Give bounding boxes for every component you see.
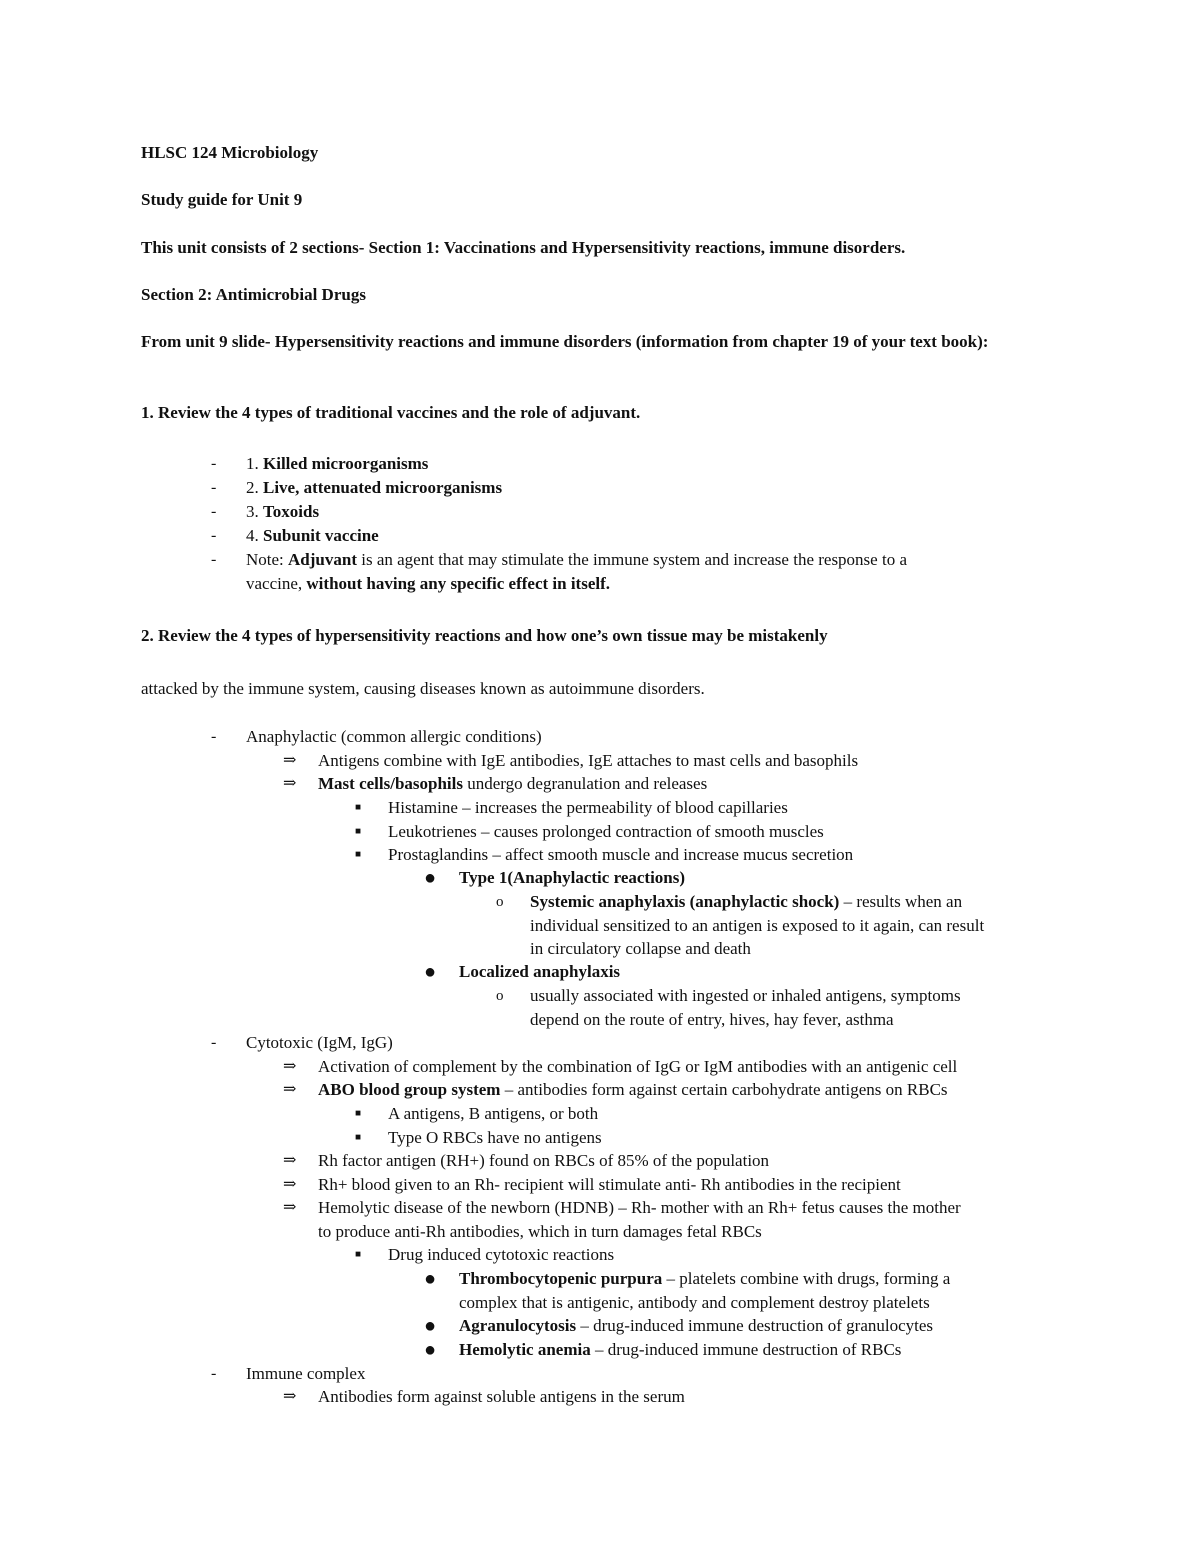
localized-l1: usually associated with ingested or inhaled antigens, symptoms (530, 986, 961, 1005)
thrombocytopenic-cont: complex that is antigenic, antibody and complement destroy platelets (459, 1293, 930, 1312)
arrow-marker: ⇒ (283, 1176, 297, 1193)
rh-blood: Rh+ blood given to an Rh- recipient will stimulate anti- Rh antibodies in the recipient (318, 1175, 901, 1194)
arrow-marker: ⇒ (283, 1081, 297, 1098)
adjuvant-note: Note: Adjuvant is an agent that may stimulate the immune system and increase the response to a (246, 550, 907, 569)
rh-factor: Rh factor antigen (RH+) found on RBCs of 85% of the population (318, 1151, 770, 1170)
arrow-marker: ⇒ (283, 752, 297, 769)
abo-s2: Type O RBCs have no antigens (388, 1128, 602, 1147)
systemic-l2: individual sensitized to an antigen is exposed to it again, can result (530, 916, 985, 935)
arrow-marker: ⇒ (283, 1058, 297, 1075)
cytotoxic-a1: Activation of complement by the combination of IgG or IgM antibodies with an antigenic cell (318, 1057, 958, 1076)
hemolytic-anemia: Hemolytic anemia – drug-induced immune destruction of RBCs (459, 1340, 902, 1359)
dot-marker: ● (424, 867, 437, 889)
vaccine-item-4: 4. Subunit vaccine (246, 526, 379, 545)
section2-heading: Section 2: Antimicrobial Drugs (141, 285, 366, 304)
circle-marker: o (496, 988, 504, 1004)
immune-complex-a1: Antibodies form against soluble antigens in the serum (318, 1387, 685, 1406)
histamine: Histamine – increases the permeability of blood capillaries (388, 798, 788, 817)
course-title: HLSC 124 Microbiology (141, 143, 319, 162)
bullet-dash: - (211, 527, 217, 544)
localized-l2: depend on the route of entry, hives, hay fever, asthma (530, 1010, 894, 1029)
q1-heading: 1. Review the 4 types of traditional vaccines and the role of adjuvant. (141, 403, 641, 422)
square-marker: ■ (355, 1108, 362, 1119)
sections-intro: This unit consists of 2 sections- Section 1: Vaccinations and Hypersensitivity reactions, immune disorders. (141, 238, 906, 257)
thrombocytopenic-purpura: Thrombocytopenic purpura – platelets combine with drugs, forming a (459, 1269, 951, 1288)
dot-marker: ● (424, 961, 437, 983)
vaccine-item-1: 1. Killed microorganisms (246, 454, 429, 473)
immune-complex-title: Immune complex (246, 1364, 366, 1383)
abo-s1: A antigens, B antigens, or both (388, 1104, 599, 1123)
bullet-dash: - (211, 479, 217, 496)
bullet-dash: - (211, 455, 217, 472)
bullet-dash: - (211, 1365, 217, 1382)
anaphylactic-title: Anaphylactic (common allergic conditions) (246, 727, 542, 746)
leukotrienes: Leukotrienes – causes prolonged contraction of smooth muscles (388, 822, 824, 841)
circle-marker: o (496, 894, 504, 910)
square-marker: ■ (355, 802, 362, 813)
adjuvant-note-cont: vaccine, without having any specific effect in itself. (246, 574, 611, 593)
abo-blood-group: ABO blood group system – antibodies form against certain carbohydrate antigens on RBCs (318, 1080, 948, 1099)
guide-title: Study guide for Unit 9 (141, 190, 303, 209)
bullet-dash: - (211, 1034, 217, 1051)
dot-marker: ● (424, 1315, 437, 1337)
from-slide-heading: From unit 9 slide- Hypersensitivity reactions and immune disorders (information from chapter 19 of your text book): (141, 332, 989, 351)
anaphylactic-a1: Antigens combine with IgE antibodies, IgE attaches to mast cells and basophils (318, 751, 859, 770)
cytotoxic-title: Cytotoxic (IgM, IgG) (246, 1033, 393, 1052)
q2-heading: 2. Review the 4 types of hypersensitivity reactions and how one’s own tissue may be mistakenly (141, 626, 828, 645)
bullet-dash: - (211, 551, 217, 568)
arrow-marker: ⇒ (283, 1152, 297, 1169)
systemic-l3: in circulatory collapse and death (530, 939, 751, 958)
dot-marker: ● (424, 1339, 437, 1361)
arrow-marker: ⇒ (283, 1199, 297, 1216)
dot-marker: ● (424, 1268, 437, 1290)
bullet-dash: - (211, 728, 217, 745)
agranulocytosis: Agranulocytosis – drug-induced immune destruction of granulocytes (459, 1316, 934, 1335)
drug-induced: Drug induced cytotoxic reactions (388, 1245, 615, 1264)
square-marker: ■ (355, 849, 362, 860)
systemic-anaphylaxis: Systemic anaphylaxis (anaphylactic shock) – results when an (530, 892, 963, 911)
square-marker: ■ (355, 1249, 362, 1260)
anaphylactic-a2: Mast cells/basophils undergo degranulation and releases (318, 774, 708, 793)
bullet-dash: - (211, 503, 217, 520)
q2-heading-cont: attacked by the immune system, causing diseases known as autoimmune disorders. (141, 679, 705, 698)
square-marker: ■ (355, 826, 362, 837)
prostaglandins: Prostaglandins – affect smooth muscle and increase mucus secretion (388, 845, 854, 864)
hdnb: Hemolytic disease of the newborn (HDNB) – Rh- mother with an Rh+ fetus causes the mother (318, 1198, 961, 1217)
vaccine-item-3: 3. Toxoids (246, 502, 320, 521)
hdnb-cont: to produce anti-Rh antibodies, which in turn damages fetal RBCs (318, 1222, 762, 1241)
localized-anaphylaxis: Localized anaphylaxis (459, 962, 621, 981)
square-marker: ■ (355, 1132, 362, 1143)
type1: Type 1(Anaphylactic reactions) (459, 868, 686, 887)
vaccine-item-2: 2. Live, attenuated microorganisms (246, 478, 503, 497)
arrow-marker: ⇒ (283, 1388, 297, 1405)
arrow-marker: ⇒ (283, 775, 297, 792)
